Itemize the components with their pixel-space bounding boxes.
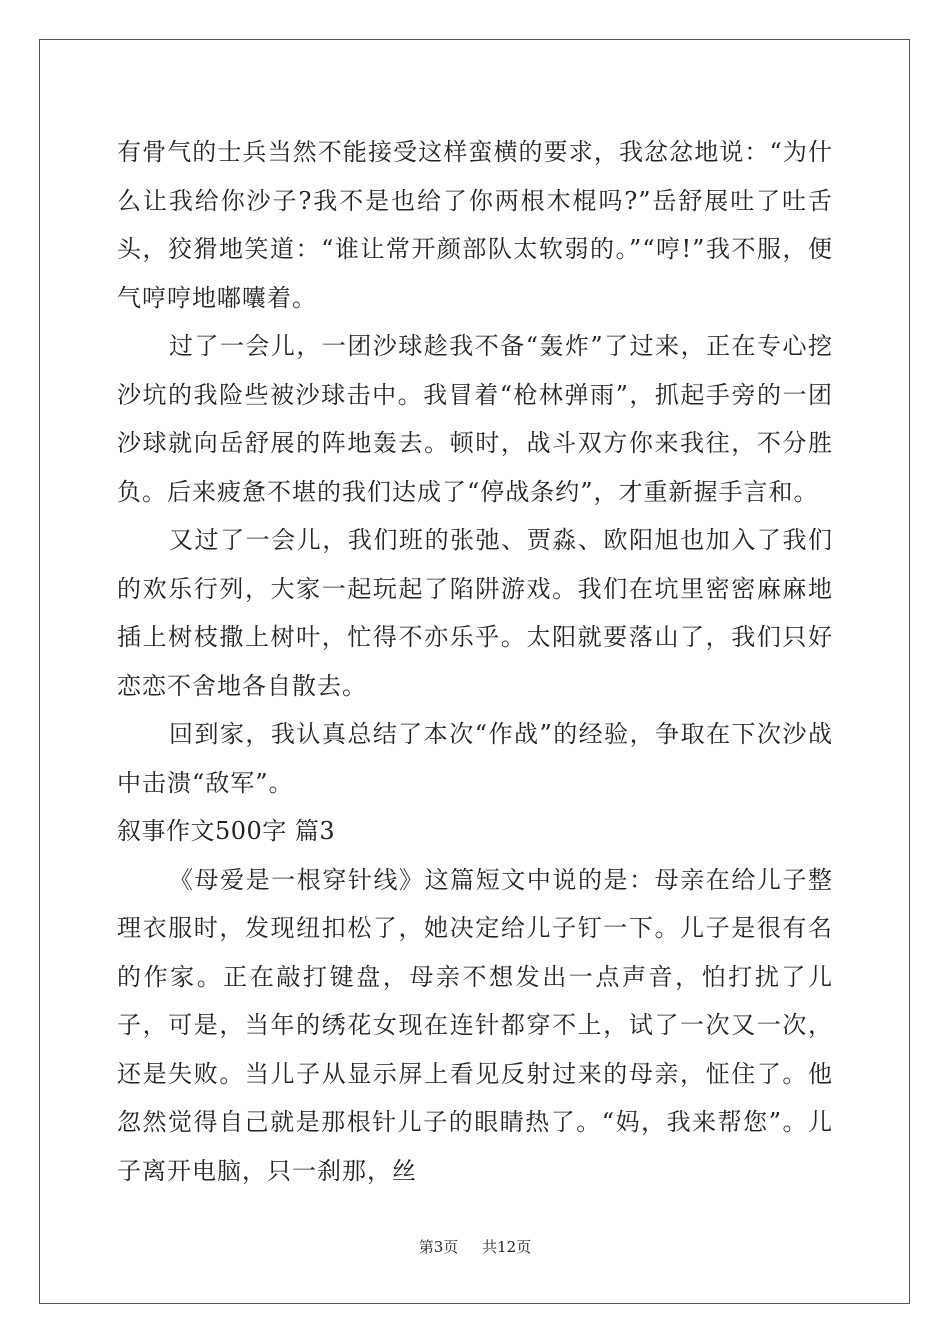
paragraph: 《母爱是一根穿针线》这篇短文中说的是：母亲在给儿子整理衣服时，发现纽扣松了，她决定给儿子钉一下。儿子是很有名的作家。正在敲打键盘，母亲不想发出一点声音，怕打扰了儿子，可是，当年的绣花女现在连针都穿不上，试了一次又一次，还是失败。当儿子从显示屏上看见反射过来的母亲，怔住了。他忽然觉得自己就是那根针儿子的眼睛热了。“妈，我来帮您”。儿子离开电脑，只一刹那，丝: [117, 865, 833, 1185]
paragraph: 又过了一会儿，我们班的张弛、贾淼、欧阳旭也加入了我们的欢乐行列，大家一起玩起了陷阱游戏。我们在坑里密密麻麻地插上树枝撒上树叶，忙得不亦乐乎。太阳就要落山了，我们只好恋恋不舍地各自散去。: [117, 526, 833, 700]
document-body: [117, 128, 833, 1195]
total-pages: 共12页: [482, 1238, 532, 1256]
page-footer: [0, 1236, 950, 1257]
paragraph: 回到家，我认真总结了本次“作战”的经验，争取在下次沙战中击溃“敌军”。: [117, 720, 833, 797]
page-number: 第3页: [418, 1238, 459, 1256]
paragraph: 过了一会儿，一团沙球趁我不备“轰炸”了过来，正在专心挖沙坑的我险些被沙球击中。我冒着“枪林弹雨”，抓起手旁的一团沙球就向岳舒展的阵地轰去。顿时，战斗双方你来我往，不分胜负。后来疲惫不堪的我们达成了“停战条约”，才重新握手言和。: [117, 332, 833, 506]
paragraph: 有骨气的士兵当然不能接受这样蛮横的要求，我忿忿地说：“为什么让我给你沙子?我不是也给了你两根木棍吗?”岳舒展吐了吐舌头，狡猾地笑道：“谁让常开颜部队太软弱的。”“哼!”我不服，便气哼哼地嘟囔着。: [117, 138, 833, 312]
section-heading: 叙事作文500字 篇3: [117, 817, 336, 845]
